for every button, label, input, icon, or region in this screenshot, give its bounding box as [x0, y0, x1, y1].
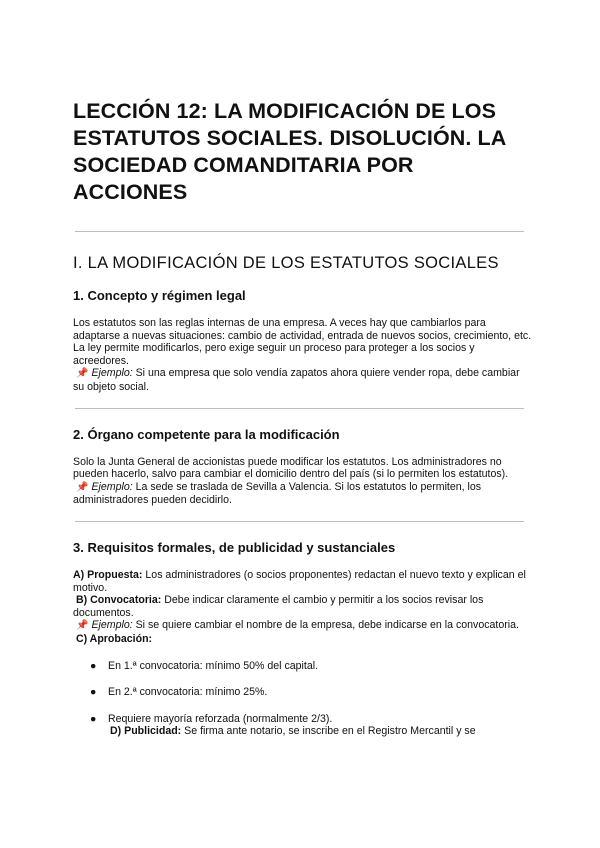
requirement-c — [73, 633, 533, 646]
paragraph-organ: Solo la Junta General de accionistas puede modificar los estatutos. Los administradores no pueden hacerlo, salvo para cambiar el domicilio dentro del país (si lo permiten los estatutos). — [73, 455, 509, 481]
divider — [75, 231, 524, 232]
requirement-b — [73, 594, 533, 619]
divider — [75, 408, 524, 409]
pushpin-icon: 📌 — [76, 620, 89, 632]
example-text: Si una empresa que solo vendía zapatos ahora quiere vender ropa, debe cambiar su objeto social. — [73, 367, 520, 393]
document-content — [73, 98, 533, 738]
requirement-d-label: D) Publicidad: — [110, 725, 182, 738]
example-text: Si se quiere cambiar el nombre de la empresa, debe indicarse en la convocatoria. — [132, 619, 519, 632]
requirement-d — [73, 725, 533, 738]
requirement-b-label: B) Convocatoria: — [75, 594, 162, 607]
requirement-a-text: Los administradores (o socios proponentes) redactan el nuevo texto y explican el motivo. — [73, 568, 526, 594]
requirement-d-text: Se firma ante notario, se inscribe en el Registro Mercantil y se — [181, 725, 476, 738]
example-line-1 — [73, 367, 533, 393]
subsection-heading-3: 3. Requisitos formales, de publicidad y sustanciales — [73, 539, 396, 555]
section-heading: I. LA MODIFICACIÓN DE LOS ESTATUTOS SOCIALES — [73, 254, 499, 272]
example-label: Ejemplo: — [91, 480, 133, 493]
requirement-b-text: Debe indicar claramente el cambio y permitir a los socios revisar los documentos. — [73, 594, 484, 619]
approval-list — [73, 660, 533, 726]
bullet-dot-icon: ● — [90, 686, 97, 699]
example-label: Ejemplo: — [91, 619, 133, 632]
example-line-2 — [73, 481, 533, 507]
bullet-dot-icon: ● — [90, 712, 97, 725]
divider — [75, 521, 524, 522]
paragraph-concept: Los estatutos son las reglas internas de una empresa. A veces hay que cambiarlos para adaptarse a nuevas situaciones: cambio de actividad, entrada de nuevos socios, crecimiento, etc. La ley permite modificarlos, pero exige seguir un proceso para proteger a los socios y acreedores. — [73, 317, 532, 367]
pushpin-icon: 📌 — [76, 368, 89, 380]
requirement-a-label: A) Propuesta: — [73, 568, 143, 581]
example-line-3 — [73, 619, 533, 633]
example-text: La sede se traslada de Sevilla a Valencia. Si los estatutos lo permiten, los administradores pueden decidirlo. — [73, 480, 482, 507]
pushpin-icon: 📌 — [76, 481, 89, 493]
list-item: ● Requiere mayoría reforzada (normalmente 2/3). — [90, 712, 333, 725]
subsection-heading-1: 1. Concepto y régimen legal — [73, 288, 246, 303]
list-item: ● En 1.ª convocatoria: mínimo 50% del capital. — [90, 659, 319, 672]
requirement-c-label: C) Aprobación: — [75, 632, 153, 645]
lesson-title: LECCIÓN 12: LA MODIFICACIÓN DE LOS ESTATUTOS SOCIALES. DISOLUCIÓN. LA SOCIEDAD COMANDITARIA POR ACCIONES — [73, 99, 506, 204]
bullet-dot-icon: ● — [90, 659, 97, 672]
requirement-a — [73, 569, 533, 594]
list-item: ● En 2.ª convocatoria: mínimo 25%. — [90, 686, 268, 699]
example-label: Ejemplo: — [91, 367, 133, 380]
subsection-heading-2: 2. Órgano competente para la modificación — [73, 426, 340, 442]
